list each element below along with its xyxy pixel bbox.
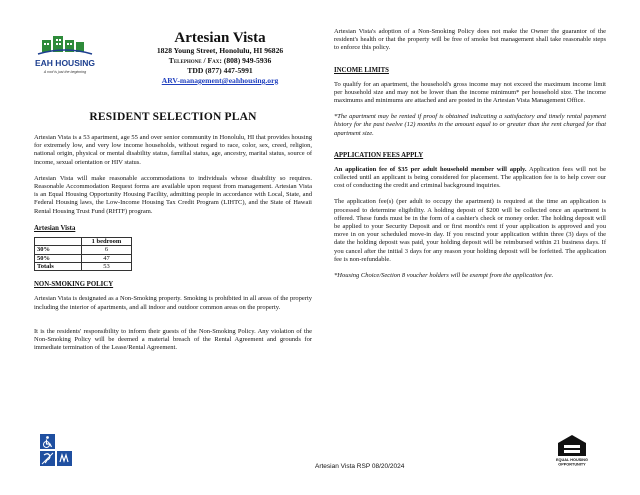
fees-rest: Application fees will not be collected until an applicant is being considered for placement. The application fee is to help cover our cost of conducting the credit and criminal background inquiries. (334, 165, 606, 190)
table-cell: 6 (82, 246, 132, 254)
document-title: RESIDENT SELECTION PLAN (89, 111, 257, 123)
table-header-row (35, 237, 132, 245)
adoption-paragraph: Artesian Vista's adoption of a Non-Smoking Policy does not make the Owner the guarantor of the resident's health or that the property will be free of smoke but management shall take reasonable steps to enforce this policy. (334, 28, 606, 52)
fees-bold: An application fee of $35 per adult household member will apply. (334, 165, 527, 173)
fees-paragraph (334, 166, 606, 191)
nonsmoking-paragraph-1: Artesian Vista is designated as a Non-Smoking property. Smoking is prohibited in all areas of the property including the interior of apartments, and all indoor and outdoor common areas on the property. (34, 295, 312, 311)
document-id: Artesian Vista RSP 08/20/2024 (315, 463, 405, 470)
income-paragraph: To qualify for an apartment, the household's gross income may not exceed the maximum income limit per household size and may not be lower than the income minimum* per household size. The income maximums and minimums are attached and are posted in the Artesian Vista Management Office. (334, 80, 606, 105)
eah-housing-logo (34, 32, 96, 80)
table-header-cell (35, 237, 82, 245)
right-column (334, 28, 606, 280)
property-address: 1828 Young Street, Honolulu, HI 96826 (156, 46, 284, 55)
table-cell: 50% (35, 254, 82, 262)
house-icon (558, 435, 586, 456)
table-row (35, 254, 132, 262)
fees-heading: APPLICATION FEES APPLY (334, 151, 424, 159)
letterhead (34, 30, 312, 90)
logo-text: EAH HOUSING (35, 58, 95, 68)
wheelchair-icon (40, 434, 55, 449)
eho-text-2: OPPORTUNITY (558, 462, 586, 467)
property-name: Artesian Vista (174, 30, 266, 46)
income-heading: INCOME LIMITS (334, 66, 389, 74)
table-cell: 30% (35, 246, 82, 254)
fees-paragraph-2: The application fee(s) (per adult to occupy the apartment) is required at the time an application is processed to determine eligibility. A holding deposit of $200 will be collected once an apartment is offered. These funds must be in the form of a cashier's check or money order. The holding deposit will be applied to your Security Deposit and or first month's rent if your application is approved and you move in on your scheduled move-in day. If you rescind your application within three (3) days of the date the holding deposit was paid, your holding deposit will be reimbursed within 21 business days. If you cancel after the initial 3 days for any reason your holding deposit will be forfeited. The application fee is non-refundable. (334, 198, 606, 263)
logo-tagline: A roof is just the beginning (43, 70, 87, 74)
accessibility-icons (40, 434, 80, 466)
unit-table (34, 237, 132, 272)
left-column (34, 134, 312, 352)
equal-housing-logo (554, 434, 590, 468)
table-row (35, 263, 132, 271)
tdd-number: TDD (877) 447-5991 (187, 66, 253, 75)
table-header-cell: 1 bedroom (82, 237, 132, 245)
nonsmoking-heading: NON-SMOKING POLICY (34, 281, 114, 289)
hearing-assistance-icon (40, 451, 55, 466)
voucher-note: *Housing Choice/Section 8 voucher holders will be exempt from the application fee. (334, 272, 554, 280)
intro-paragraph: Artesian Vista is a 53 apartment, age 55 and over senior community in Honolulu, HI that provides housing for extremely low, and very low income households, without regard to race, color, sex, creed, religion, national origin, physical or mental disability status, familial status, age, ancestry, marital status, source of income, sexual orientation or HIV status. (34, 134, 312, 166)
table-row (35, 246, 132, 254)
table-cell: Totals (35, 263, 82, 271)
table-cell: 53 (82, 263, 132, 271)
phone-fax: Telephone / Fax: (808) 949-5936 (168, 56, 272, 65)
accommodation-paragraph: Artesian Vista will make reasonable accommodations to individuals whose disability so requires. Reasonable Accommodation Request forms are available upon request from management. Artesian Vista is an Equal Housing Opportunity Housing Facility, admitting people in accordance with Local, State, and Federal Housing laws, the Low-Income Housing Tax Credit Program (LIHTC), and the State of Hawaii Rental Housing Trust Fund (RHTF) program. (34, 174, 312, 215)
sign-language-icon (57, 451, 72, 466)
nonsmoking-paragraph-2: It is the residents' responsibility to inform their guests of the Non-Smoking Policy. Any violation of the Non-Smoking Policy will be deemed a material breach of the Rental Agreement and grounds for immediate termination of the Lease/Rental Agreement. (34, 327, 312, 352)
income-note: *The apartment may be rented if proof is obtained indicating a satisfactory and timely rental payment history for the past twelve (12) months in the amount equal to or greater than the rent charged for that apartment size. (334, 113, 606, 137)
table-cell: 47 (82, 254, 132, 262)
table-heading: Artesian Vista (34, 224, 76, 232)
eho-text-1: EQUAL HOUSING (556, 458, 588, 462)
property-info (128, 30, 312, 86)
email-link[interactable]: ARV-management@eahhousing.org (161, 76, 279, 85)
